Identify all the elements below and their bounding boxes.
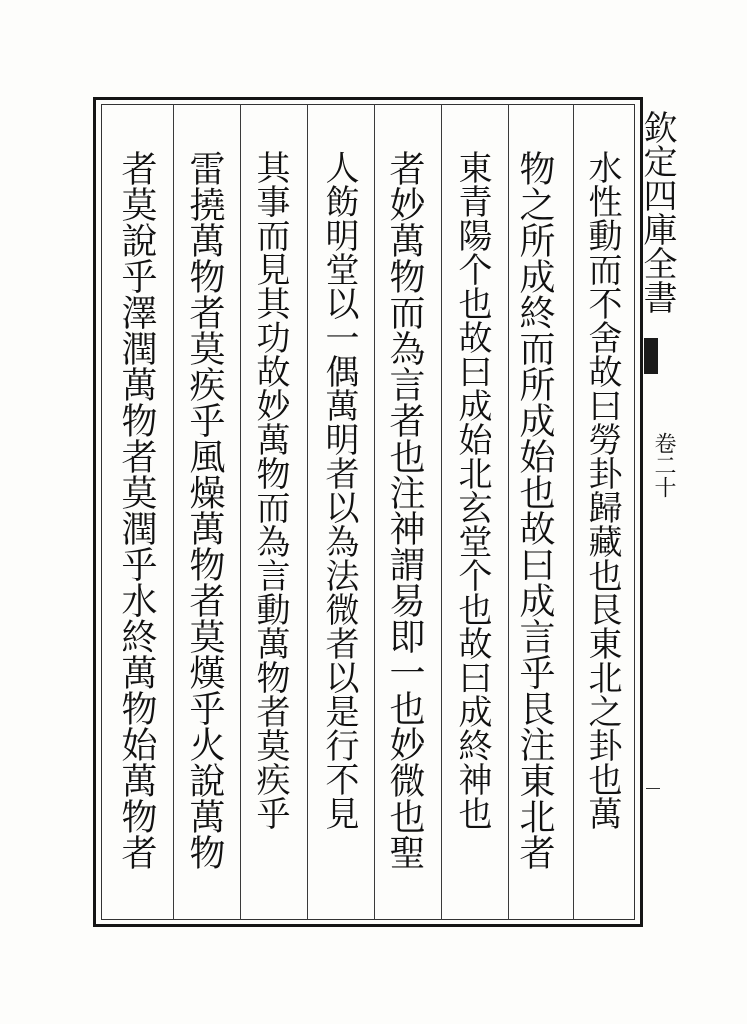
text-column-8: 者莫說乎澤潤萬物者莫潤乎水終萬物始萬物者	[116, 150, 157, 870]
margin-tick	[646, 788, 660, 789]
column-rule	[508, 104, 509, 920]
text-column-7: 雷撓萬物者莫疾乎風燥萬物者莫熯乎火說萬物	[184, 150, 225, 870]
column-rule	[307, 104, 308, 920]
column-rule	[374, 104, 375, 920]
column-rule	[573, 104, 574, 920]
text-column-5: 人飭明堂以一偶萬明者以為法微者以是行不見	[319, 150, 359, 830]
margin-book-title: 欽定四庫全書	[637, 110, 677, 314]
fish-tail-mark	[644, 338, 658, 374]
margin-volume: 卷二十	[651, 432, 676, 498]
text-column-6: 其事而見其功故妙萬物而為言動萬物者莫疾乎	[250, 150, 290, 830]
text-column-3: 東青陽个也故曰成始北玄堂个也故曰成終神也	[452, 150, 492, 830]
text-column-1: 水性動而不舍故曰勞卦歸藏也艮東北之卦也萬	[582, 150, 622, 830]
column-rule	[240, 104, 241, 920]
column-rule	[441, 104, 442, 920]
column-rule	[173, 104, 174, 920]
text-column-2: 物之所成終而所成始也故曰成言乎艮注東北者	[514, 150, 555, 870]
text-column-4: 者妙萬物而為言者也注神謂易即一也妙微也聖	[384, 150, 425, 870]
